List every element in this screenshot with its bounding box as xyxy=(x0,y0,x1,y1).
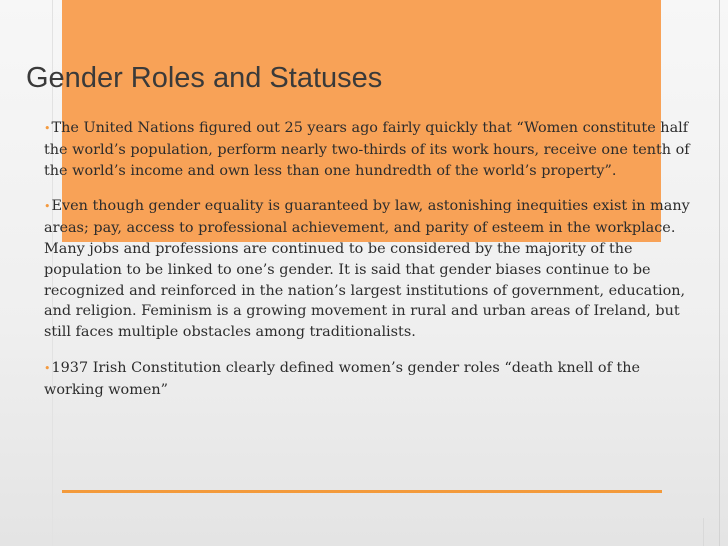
bullet-marker-icon: • xyxy=(44,361,51,375)
bullet-text: The United Nations figured out 25 years ago fairly quickly that “Women constitute half the world’s population, perform nearly two-thirds of its work hours, receive one tenth of the world’s income and own less than one hundredth of the world’s property”. xyxy=(44,120,690,179)
bullet-item xyxy=(44,118,694,181)
bullet-item xyxy=(44,196,694,343)
bullet-list xyxy=(44,118,694,416)
bullet-text: 1937 Irish Constitution clearly defined women’s gender roles “death knell of the working women” xyxy=(44,359,641,398)
slide-title: Gender Roles and Statuses xyxy=(26,62,383,94)
right-divider-line xyxy=(719,0,720,546)
bullet-marker-icon: • xyxy=(44,122,51,135)
bullet-marker-icon: • xyxy=(44,200,51,214)
bottom-accent-rule xyxy=(62,490,662,493)
bullet-text: Even though gender equality is guaranteed by law, astonishing inequities exist in many areas; pay, access to professional achievement, and parity of esteem in the workplace. Many jobs and professions are continued to be considered by the majority of the population to be linked to one’s gender. It is said that gender biases continue to be recognized and reinforced in the nation’s largest institutions of government, education, and religion. Feminism is a growing movement in rural and urban areas of Ireland, but still faces multiple obstacles among traditionalists. xyxy=(44,198,690,341)
bullet-item xyxy=(44,358,694,401)
corner-decoration xyxy=(703,518,720,546)
